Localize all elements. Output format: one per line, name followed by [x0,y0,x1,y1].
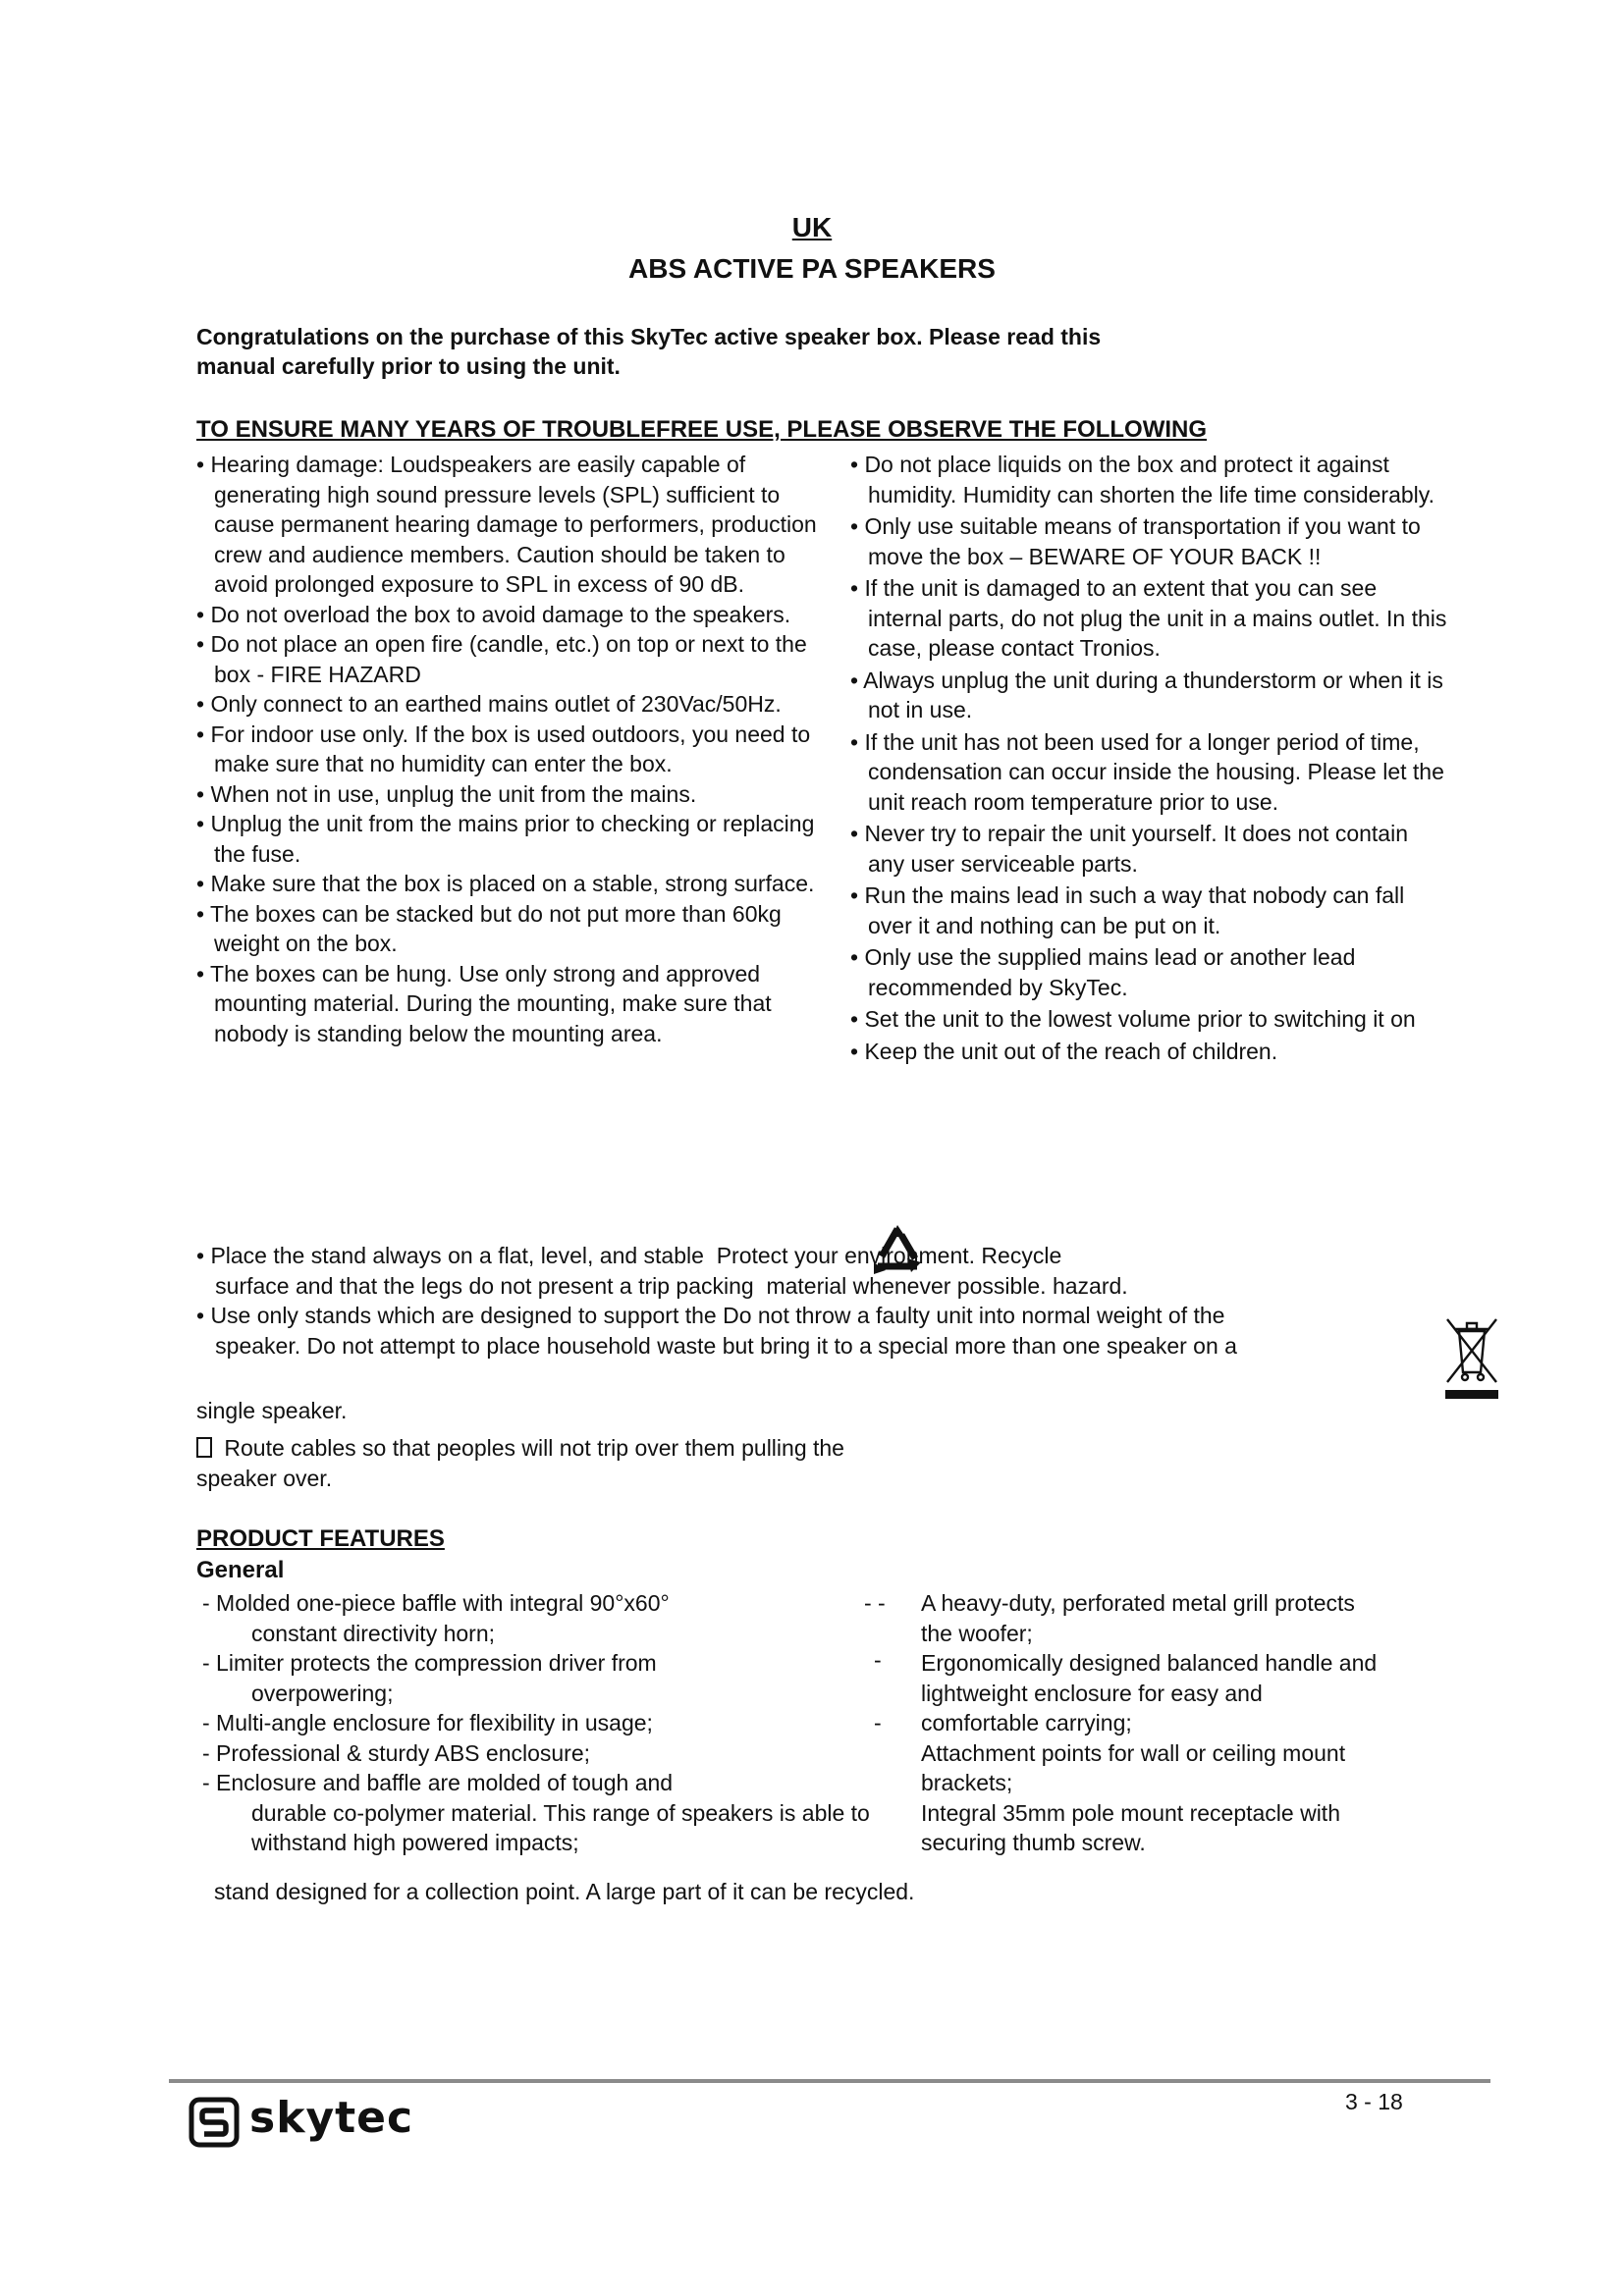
checkbox-icon [196,1437,212,1458]
safety-item: • Make sure that the box is placed on a stable, strong surface. [196,871,815,896]
safety-item: • Set the unit to the lowest volume prior to switching it on [850,1006,1416,1032]
safety-item: • Only connect to an earthed mains outlet of 230Vac/50Hz. [196,691,782,717]
brand-name: skytec [249,2093,414,2143]
feature-item-cont: durable co-polymer material. This range of speakers is able to withstand high powered impacts; [251,1799,870,1855]
single-speaker-line: single speaker. [196,1398,348,1423]
feature-item: - Multi-angle enclosure for flexibility in usage; [202,1710,653,1735]
safety-left-column [196,450,844,1048]
safety-item: • For indoor use only. If the box is used outdoors, you need to make sure that no humidity can enter the box. [196,721,811,776]
feature-dash: - - [864,1590,886,1616]
safety-right-column [850,450,1449,1068]
recycling-note: stand designed for a collection point. A large part of it can be recycled. [214,1879,915,1904]
feature-line: brackets; [921,1770,1013,1795]
safety-item: • Only use suitable means of transportation if you want to move the box – BEWARE OF YOUR BACK !! [850,513,1421,569]
feature-line: Ergonomically designed balanced handle and [921,1650,1378,1676]
skytec-logo [189,2095,414,2150]
safety-item: • Always unplug the unit during a thunderstorm or when it is not in use. [850,667,1443,722]
region-heading: UK [791,212,833,242]
safety-item: • Never try to repair the unit yourself. It does not contain any user serviceable parts. [850,821,1409,877]
skytec-s-icon [189,2097,240,2148]
safety-item: • Keep the unit out of the reach of children. [850,1038,1278,1064]
wrapped-text-block [196,1241,1414,1361]
footer-divider [169,2079,1490,2083]
safety-item: • When not in use, unplug the unit from the mains. [196,780,697,807]
safety-item: • If the unit is damaged to an extent that you can see internal parts, do not plug the unit in a mains outlet. In this case, please contact Tronios. [850,575,1447,661]
wrapped-line: • Use only stands which are designed to support the Do not throw a faulty unit into normal weight of the [196,1303,1225,1328]
feature-item: - Professional & sturdy ABS enclosure; [202,1739,591,1766]
intro-paragraph: Congratulations on the purchase of this SkyTec active speaker box. Please read this manual carefully prior to using the unit. [196,324,1102,379]
feature-dash: - [874,1710,882,1735]
feature-item: - Enclosure and baffle are molded of tough and [202,1770,674,1795]
safety-item: • Unplug the unit from the mains prior to checking or replacing the fuse. [196,811,815,867]
features-right-column [864,1588,1453,1858]
safety-item: • Do not place liquids on the box and protect it against humidity. Humidity can shorten the life time considerably. [850,452,1435,507]
page-title: ABS ACTIVE PA SPEAKERS [628,253,996,284]
feature-item: - Limiter protects the compression driver from [202,1650,657,1676]
feature-line: the woofer; [921,1620,1033,1646]
safety-item: • Do not place an open fire (candle, etc.) on top or next to the box - FIRE HAZARD [196,631,807,687]
feature-line: comfortable carrying; [921,1710,1132,1735]
safety-item: • The boxes can be hung. Use only strong and approved mounting material. During the mounting, make sure that nobody is standing below the mounting area. [196,960,772,1046]
features-heading: PRODUCT FEATURES [196,1525,445,1552]
features-left-column [202,1588,870,1858]
feature-item: - Molded one-piece baffle with integral 90°x60° [202,1590,670,1616]
safety-item: • If the unit has not been used for a longer period of time, condensation can occur inside the housing. Please let the unit reach room temperature prior to use. [850,728,1444,815]
feature-line: Attachment points for wall or ceiling mount [921,1739,1346,1766]
feature-line: lightweight enclosure for easy and [921,1680,1263,1706]
route-cables-text: Route cables so that peoples will not trip over them pulling the speaker over. [196,1435,844,1491]
feature-item-cont: overpowering; [251,1680,394,1706]
feature-line: securing thumb screw. [921,1830,1146,1855]
safety-item: • Hearing damage: Loudspeakers are easily capable of generating high sound pressure levels (SPL) sufficient to cause permanent hearing damage to performers, production crew and audience members. Caution should be taken to avoid prolonged exposure to SPL in excess of 90 dB. [196,452,817,597]
feature-line: A heavy-duty, perforated metal grill protects [921,1590,1355,1616]
safety-item: • Run the mains lead in such a way that nobody can fall over it and nothing can be put on it. [850,882,1405,938]
wrapped-line: speaker. Do not attempt to place household waste but bring it to a special more than one speaker on a [196,1332,1237,1359]
general-subheading: General [196,1557,285,1583]
wrapped-line: • Place the stand always on a flat, level, and stable Protect your environment. Recycle [196,1243,1062,1268]
page-number: 3 - 18 [1345,2089,1403,2114]
safety-heading: TO ENSURE MANY YEARS OF TROUBLEFREE USE, PLEASE OBSERVE THE FOLLOWING [196,416,1208,443]
feature-line: Integral 35mm pole mount receptacle with [921,1799,1340,1826]
wrapped-line: surface and that the legs do not present a trip packing material whenever possible. hazard. [196,1272,1128,1299]
safety-item: • The boxes can be stacked but do not put more than 60kg weight on the box. [196,900,782,956]
safety-item: • Do not overload the box to avoid damage to the speakers. [196,601,791,627]
safety-item: • Only use the supplied mains lead or another lead recommended by SkyTec. [850,944,1356,1000]
crossed-bin-icon [1443,1315,1500,1400]
route-cables-item [196,1433,844,1493]
feature-item-cont: constant directivity horn; [251,1620,496,1646]
feature-dash: - [874,1647,882,1673]
